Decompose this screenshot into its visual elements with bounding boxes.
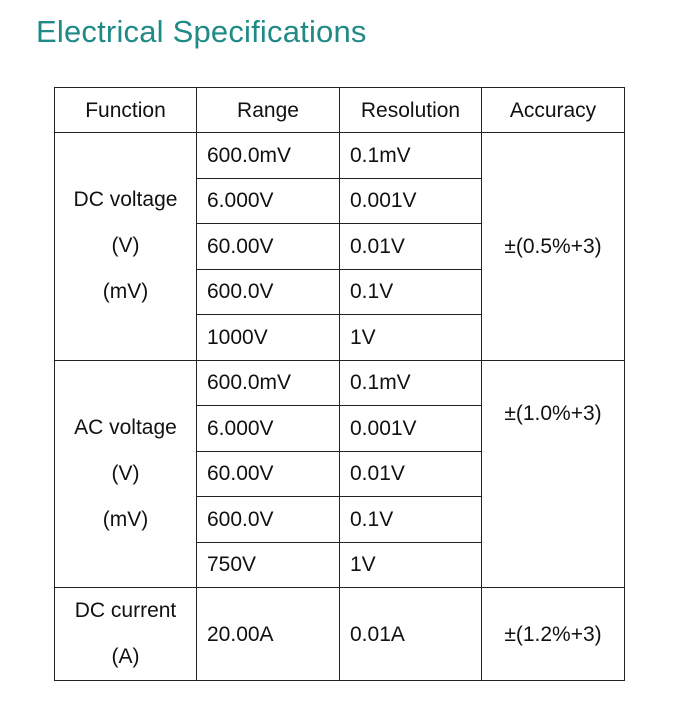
function-cell-ac-voltage bbox=[55, 360, 197, 588]
function-unit: (mV) bbox=[102, 507, 149, 531]
range-cell: 6.000V bbox=[197, 406, 340, 452]
accuracy-cell: ±(1.2%+3) bbox=[482, 588, 625, 681]
range-cell: 60.00V bbox=[197, 451, 340, 497]
resolution-cell: 0.001V bbox=[340, 178, 482, 224]
range-cell: 600.0V bbox=[197, 497, 340, 543]
function-cell-dc-voltage bbox=[55, 133, 197, 361]
resolution-cell: 1V bbox=[340, 542, 482, 588]
table-header-row bbox=[55, 88, 625, 133]
function-unit: (A) bbox=[111, 645, 140, 668]
table-row bbox=[55, 588, 625, 681]
range-cell: 6.000V bbox=[197, 178, 340, 224]
function-cell-dc-current bbox=[55, 588, 197, 681]
range-cell: 60.00V bbox=[197, 224, 340, 270]
resolution-cell: 1V bbox=[340, 315, 482, 361]
function-label: DC voltage bbox=[73, 188, 178, 212]
resolution-cell: 0.1mV bbox=[340, 360, 482, 406]
resolution-cell: 0.001V bbox=[340, 406, 482, 452]
resolution-cell: 0.1V bbox=[340, 269, 482, 315]
range-cell: 600.0mV bbox=[197, 133, 340, 179]
resolution-cell: 0.01A bbox=[340, 588, 482, 681]
table-row bbox=[55, 360, 625, 406]
header-accuracy: Accuracy bbox=[482, 88, 625, 133]
header-function: Function bbox=[55, 88, 197, 133]
function-unit: (V) bbox=[111, 461, 140, 485]
resolution-cell: 0.01V bbox=[340, 224, 482, 270]
range-cell: 600.0mV bbox=[197, 360, 340, 406]
header-resolution: Resolution bbox=[340, 88, 482, 133]
function-unit: (V) bbox=[111, 234, 140, 258]
function-label: DC current bbox=[74, 599, 177, 622]
resolution-cell: 0.1V bbox=[340, 497, 482, 543]
page-title: Electrical Specifications bbox=[36, 14, 367, 49]
range-cell: 1000V bbox=[197, 315, 340, 361]
header-range: Range bbox=[197, 88, 340, 133]
accuracy-cell: ±(0.5%+3) bbox=[482, 133, 625, 361]
accuracy-cell: ±(1.0%+3) bbox=[482, 360, 625, 588]
range-cell: 750V bbox=[197, 542, 340, 588]
function-label: AC voltage bbox=[74, 415, 177, 439]
function-unit: (mV) bbox=[102, 280, 149, 304]
range-cell: 20.00A bbox=[197, 588, 340, 681]
resolution-cell: 0.1mV bbox=[340, 133, 482, 179]
table-row bbox=[55, 133, 625, 179]
resolution-cell: 0.01V bbox=[340, 451, 482, 497]
range-cell: 600.0V bbox=[197, 269, 340, 315]
specifications-table bbox=[54, 87, 625, 681]
